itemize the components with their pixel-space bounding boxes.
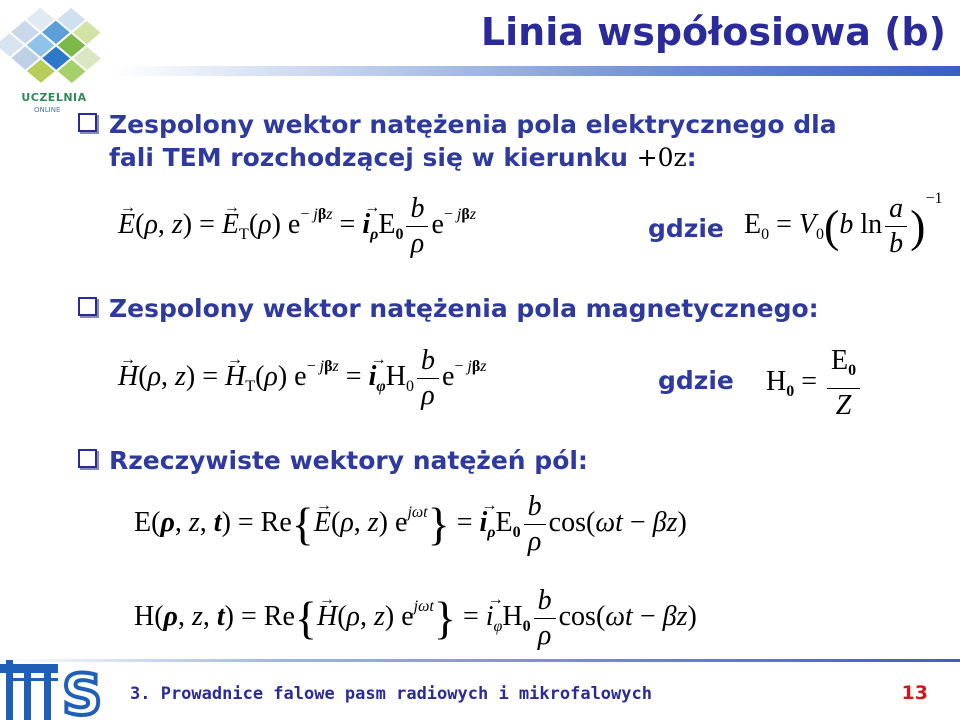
- bullet-math: +0z: [636, 143, 687, 172]
- checkbox-bullet-icon: [78, 449, 97, 468]
- logo-sub: ONLINE: [34, 106, 61, 114]
- page-title: Linia współosiowa (b): [480, 10, 946, 54]
- equation-e-real: E(ρ, z, t) = Re{→ E(ρ, z) $e^{j\omega t}$} = → $i_\rho E_0$ $\frac{b}{\rho}$ cos(ωt − βz): [134, 490, 687, 559]
- logo-name: UCZELNIA: [21, 91, 87, 104]
- checkbox-bullet-icon: [78, 113, 97, 132]
- gdzie-label-2: gdzie: [658, 366, 734, 395]
- title-divider: [112, 66, 960, 76]
- svg-text:S: S: [62, 663, 103, 720]
- equation-h0: $H_0$ = $\frac{E_0}{Z}$: [766, 344, 863, 423]
- gdzie-label-1: gdzie: [648, 214, 724, 243]
- bullet-electric-field: [78, 108, 837, 174]
- bullet-text: Zespolony wektor natężenia pola magnetycznego:: [109, 294, 819, 323]
- footer-divider: [0, 659, 960, 662]
- bullet-text: Rzeczywiste wektory natężeń pól:: [109, 446, 588, 475]
- checkbox-bullet-icon: [78, 297, 97, 316]
- bullet-text-cont: fali TEM rozchodzącej się w kierunku: [109, 143, 637, 172]
- equation-h-real: H(ρ, z, t) = Re{→ H(ρ, z) $e^{j\omega t}$} = → $i_\varphi H_0$ $\frac{b}{\rho}$ cos(ωt − βz): [134, 584, 697, 653]
- bullet-text: Zespolony wektor natężenia pola elektrycznego dla: [109, 110, 837, 139]
- page-number: 13: [901, 682, 928, 704]
- uczelnia-online-logo: [0, 0, 112, 116]
- footer-chapter: 3. Prowadnice falowe pasm radiowych i mikrofalowych: [130, 684, 652, 704]
- equation-h-complex: → H(ρ, z) = → $H_T(\rho) e^{- j\beta z}$ = → $i_\varphi H_0$ $\frac{b}{\rho}$ $e^{- j\beta z}$: [118, 344, 487, 413]
- bullet-suffix: :: [686, 143, 697, 172]
- tts-logo: [0, 660, 115, 720]
- bullet-real-vectors: [78, 444, 588, 477]
- equation-e0: $E_0 = V_0(b$ ln $\frac{a}{b}$ )$^{-1}$: [744, 190, 943, 260]
- bullet-magnetic-field: [78, 292, 819, 325]
- equation-e-complex: → E(ρ, z) = → $E_T(\rho) e^{- j\beta z}$ = → $i_\rho E_0$ $\frac{b}{\rho}$ $e^{- j\beta z}$: [118, 192, 476, 261]
